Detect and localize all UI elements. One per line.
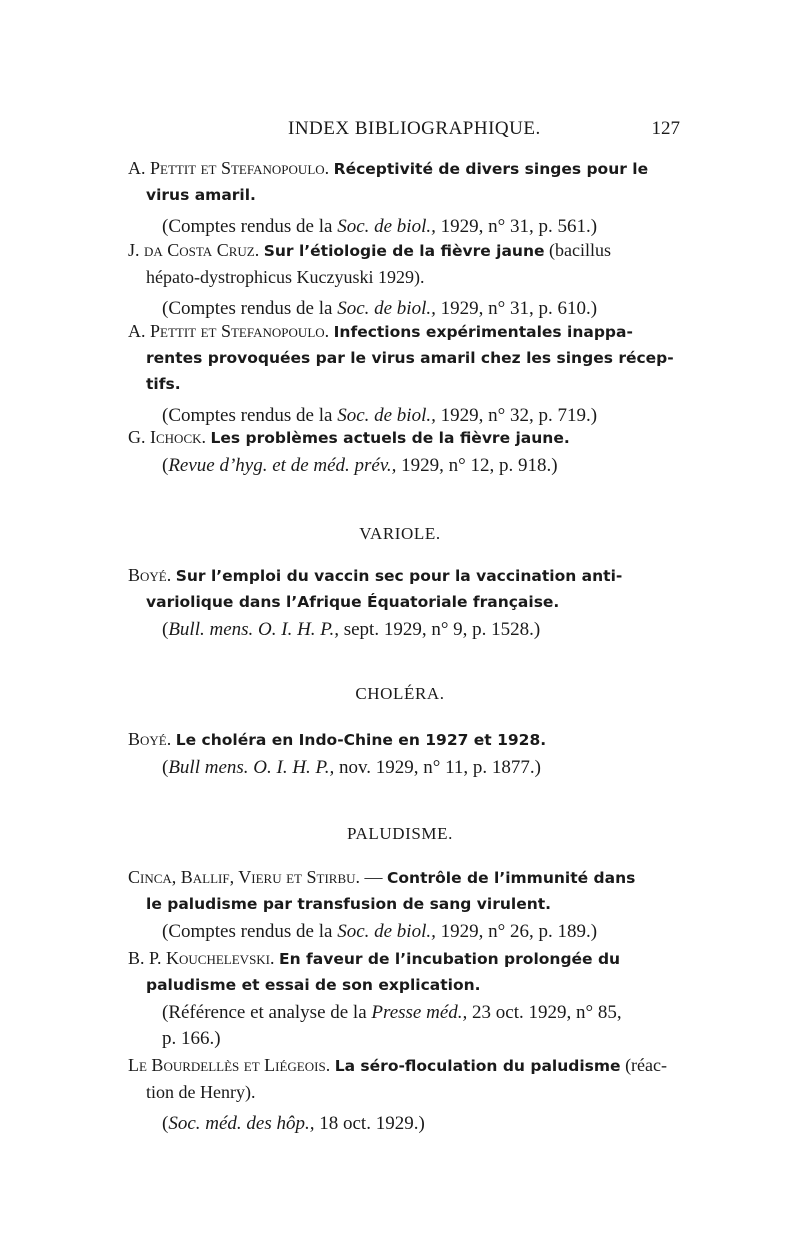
entry-author: Boyé. [128,729,172,749]
section-heading-variole: VARIOLE. [359,524,441,543]
source-prefix: (Comptes rendus de la [162,298,338,319]
source-details: 23 oct. 1929, n° 85, [467,1002,622,1023]
entry-title: Sur l’étiologie de la fièvre jaune [263,242,545,260]
entry-title-continued: le paludisme par transfusion de sang virulent. [146,895,552,913]
page-number: 127 [651,118,680,139]
entry-heading-line [128,562,680,589]
entry-source [128,617,680,643]
entry-author: G. Ichock. [128,427,206,447]
source-details: sept. 1929, n° 9, p. 1528.) [338,619,541,640]
source-journal: Presse méd., [371,1002,468,1023]
bibliography-entry [128,864,680,945]
source-prefix: (Comptes rendus de la [162,921,338,942]
source-details: 18 oct. 1929.) [314,1113,425,1134]
source-journal: Soc. méd. des hôp., [168,1113,315,1134]
entry-heading-line [128,155,680,182]
entry-author: B. P. Kouchelevski. [128,948,275,968]
source-prefix: (Référence et analyse de la [162,1002,372,1023]
bibliography-entry [128,424,680,479]
entry-source [128,755,680,781]
entry-heading-line [128,424,680,451]
bibliography-entry [128,1052,680,1137]
source-prefix: ( [162,619,169,640]
entry-heading-line [128,945,680,972]
entry-source [128,919,680,945]
source-details: 1929, n° 31, p. 561.) [435,216,598,237]
entry-title: Réceptivité de divers singes pour le [333,160,649,178]
entry-title-continued: tion de Henry). [146,1082,256,1102]
source-journal: Bull. mens. O. I. H. P., [168,619,339,640]
entry-source [128,1000,680,1026]
entry-author: A. Pettit et Stefanopoulo. [128,158,330,178]
entry-title-continued: tifs. [146,375,181,393]
entry-title-continued: paludisme et essai de son explication. [146,976,481,994]
source-details: 1929, n° 12, p. 918.) [396,455,558,476]
source-prefix: (Comptes rendus de la [162,405,338,426]
entry-source [128,453,680,479]
entry-title: La séro-floculation du paludisme [334,1057,621,1075]
entry-title: Les problèmes actuels de la fièvre jaune. [210,429,570,447]
page-title: INDEX BIBLIOGRAPHIQUE. [288,118,541,139]
entry-heading-line [128,318,680,345]
source-journal: Soc. de biol., [337,921,436,942]
entry-source [128,1111,680,1137]
source-journal: Soc. de biol., [337,405,436,426]
entry-title-continued: hépato-dystrophicus Kuczyuski 1929). [146,267,425,287]
source-prefix: ( [162,757,169,778]
entry-author: Boyé. [128,565,172,585]
entry-source-continued: p. 166.) [162,1028,221,1049]
entry-title: Infections expérimentales inappa- [333,323,633,341]
bibliography-entry [128,155,680,240]
entry-title-continued: virus amaril. [146,186,256,204]
entry-title: En faveur de l’incubation prolongée du [279,950,621,968]
source-journal: Bull mens. O. I. H. P., [168,757,335,778]
source-details: 1929, n° 32, p. 719.) [435,405,598,426]
source-journal: Revue d’hyg. et de méd. prév., [168,455,397,476]
bibliography-entry [128,318,680,429]
source-journal: Soc. de biol., [337,298,436,319]
entry-author: J. da Costa Cruz. [128,240,260,260]
bibliography-entry [128,562,680,643]
entry-author: Cinca, Ballif, Vieru et Stirbu. — [128,867,383,887]
entry-heading-line [128,726,680,753]
entry-title: Contrôle de l’immunité dans [387,869,636,887]
source-prefix: (Comptes rendus de la [162,216,338,237]
source-prefix: ( [162,455,169,476]
section-heading-paludisme: PALUDISME. [347,824,453,843]
entry-heading-line [128,237,680,264]
entry-title-continued: rentes provoquées par le virus amaril chez les singes récep- [146,349,674,367]
entry-author: A. Pettit et Stefanopoulo. [128,321,330,341]
entry-title-tail: (bacillus [544,240,611,260]
bibliography-entry [128,237,680,322]
source-details: nov. 1929, n° 11, p. 1877.) [334,757,541,778]
source-details: 1929, n° 26, p. 189.) [435,921,598,942]
entry-title: Sur l’emploi du vaccin sec pour la vaccination anti- [175,567,623,585]
bibliography-entry [128,945,680,1052]
source-journal: Soc. de biol., [337,216,436,237]
section-heading-cholera: CHOLÉRA. [355,684,445,703]
entry-title-tail: (réac- [620,1055,668,1075]
entry-title: Le choléra en Indo-Chine en 1927 et 1928. [175,731,547,749]
source-prefix: ( [162,1113,169,1134]
entry-title-continued: variolique dans l’Afrique Équatoriale française. [146,593,560,611]
entry-heading-line [128,864,680,891]
bibliography-entry [128,726,680,781]
source-details: 1929, n° 31, p. 610.) [435,298,598,319]
entry-author: Le Bourdellès et Liégeois. [128,1055,331,1075]
entry-heading-line [128,1052,680,1079]
